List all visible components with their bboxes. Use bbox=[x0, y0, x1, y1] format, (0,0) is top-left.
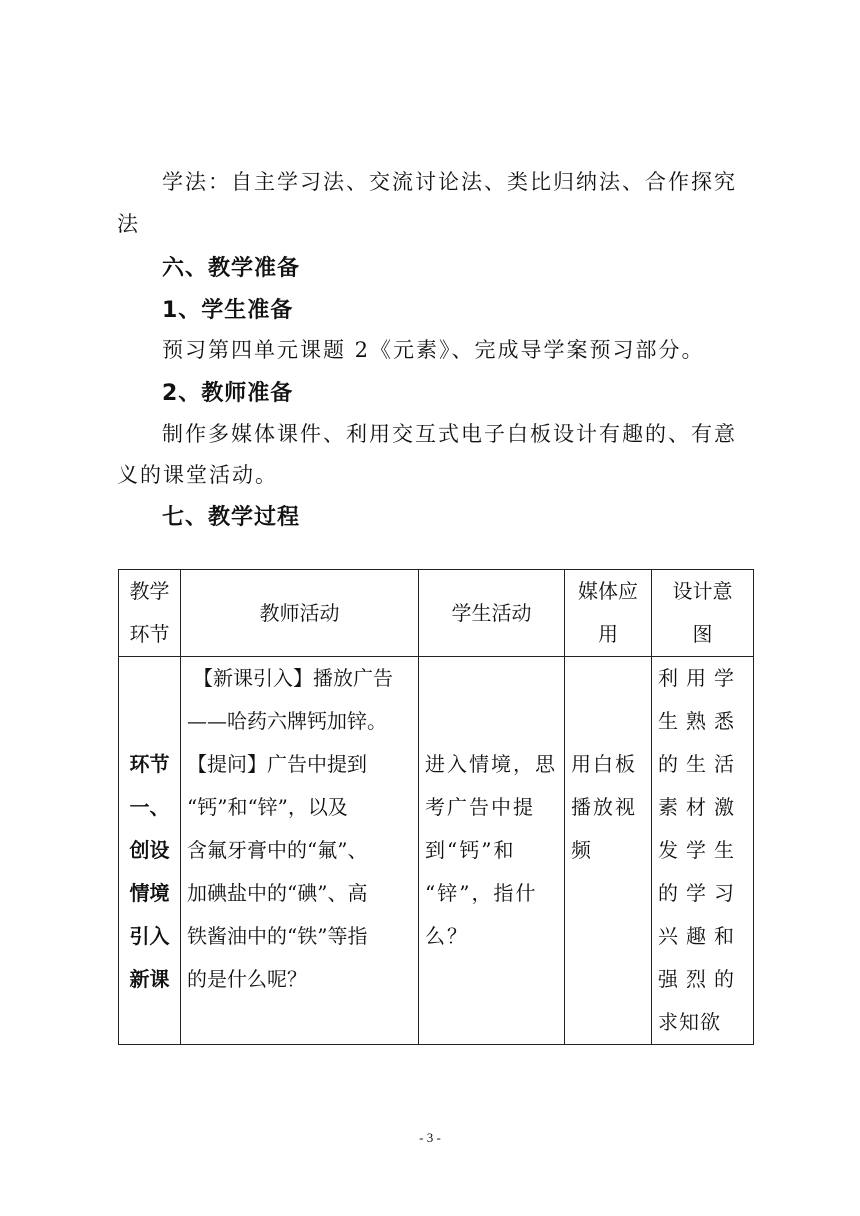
header-media-line: 用 bbox=[598, 622, 618, 646]
student-line: 到“钙”和 bbox=[425, 838, 516, 862]
student-line: 么？ bbox=[425, 924, 469, 948]
header-media-line: 媒体应 bbox=[578, 579, 638, 603]
stage-line: 新课 bbox=[129, 966, 170, 991]
header-intent bbox=[652, 570, 754, 657]
teacher-line: 加碘盐中的“碘”、高 bbox=[187, 881, 368, 905]
teacher-line: “钙”和“锌”，以及 bbox=[187, 795, 348, 819]
intent-line: 的学习 bbox=[658, 881, 742, 905]
methods-line-1: 学法：自主学习法、交流讨论法、类比归纳法、合作探究 bbox=[162, 170, 737, 194]
header-stage-line: 教学 bbox=[129, 579, 170, 603]
student-line: 进入情境，思 bbox=[425, 752, 557, 776]
header-teacher bbox=[181, 570, 419, 657]
header-student bbox=[419, 570, 565, 657]
teacher-line: 【新课引入】播放广告 bbox=[193, 666, 393, 690]
student-line: “锌”，指什 bbox=[425, 881, 538, 905]
student-prep-title: 1、学生准备 bbox=[162, 298, 294, 323]
table-row bbox=[119, 657, 754, 1045]
header-student-label: 学生活动 bbox=[451, 600, 532, 625]
intent-line: 发学生 bbox=[658, 838, 742, 862]
intent-line: 强烈的 bbox=[658, 967, 742, 991]
teacher-prep-title: 2、教师准备 bbox=[162, 381, 294, 406]
intent-line: 生熟悉 bbox=[658, 709, 742, 733]
intent-line: 兴趣和 bbox=[658, 924, 742, 948]
teacher-line: 含氟牙膏中的“氟”、 bbox=[187, 838, 368, 862]
row-stage-cell bbox=[119, 657, 181, 1045]
stage-line: 情境 bbox=[129, 880, 170, 905]
header-stage bbox=[119, 570, 181, 657]
row-intent-cell bbox=[652, 657, 754, 1045]
student-prep-text: 预习第四单元课题 2《元素》、完成导学案预习部分。 bbox=[162, 338, 705, 362]
row-student-cell bbox=[419, 657, 565, 1045]
teacher-line: 的是什么呢？ bbox=[187, 967, 307, 991]
page-number: - 3 - bbox=[419, 1130, 441, 1145]
header-stage-line: 环节 bbox=[129, 622, 170, 646]
teacher-prep-line-1: 制作多媒体课件、利用交互式电子白板设计有趣的、有意 bbox=[162, 422, 737, 446]
header-teacher-label: 教师活动 bbox=[259, 600, 340, 625]
stage-line: 一、 bbox=[129, 794, 170, 819]
row-media-cell bbox=[565, 657, 652, 1045]
header-intent-line: 图 bbox=[692, 622, 713, 646]
table-header-row bbox=[119, 570, 754, 657]
stage-line: 引入 bbox=[129, 923, 170, 948]
student-line: 考广告中提 bbox=[425, 795, 535, 819]
teacher-line: 铁酱油中的“铁”等指 bbox=[187, 924, 368, 948]
teacher-line: 【提问】广告中提到 bbox=[187, 752, 367, 776]
section-7-title: 七、教学过程 bbox=[162, 505, 301, 530]
media-line: 用白板 bbox=[571, 752, 637, 776]
media-line: 频 bbox=[571, 838, 593, 862]
teacher-line: ——哈药六牌钙加锌。 bbox=[187, 709, 387, 733]
section-6-title: 六、教学准备 bbox=[162, 256, 301, 281]
methods-line-2: 法 bbox=[117, 212, 140, 236]
intent-line: 素材激 bbox=[658, 795, 742, 819]
teacher-prep-line-2: 义的课堂活动。 bbox=[117, 463, 278, 487]
header-media bbox=[565, 570, 652, 657]
stage-line: 环节 bbox=[129, 751, 170, 776]
row-teacher-cell bbox=[181, 657, 419, 1045]
intent-line: 求知欲 bbox=[658, 1010, 721, 1034]
intent-line: 利用学 bbox=[658, 666, 742, 690]
teaching-process-table bbox=[118, 569, 754, 1045]
header-intent-line: 设计意 bbox=[672, 579, 733, 603]
intent-line: 的生活 bbox=[658, 752, 742, 776]
media-line: 播放视 bbox=[571, 795, 637, 819]
stage-line: 创设 bbox=[129, 837, 170, 862]
